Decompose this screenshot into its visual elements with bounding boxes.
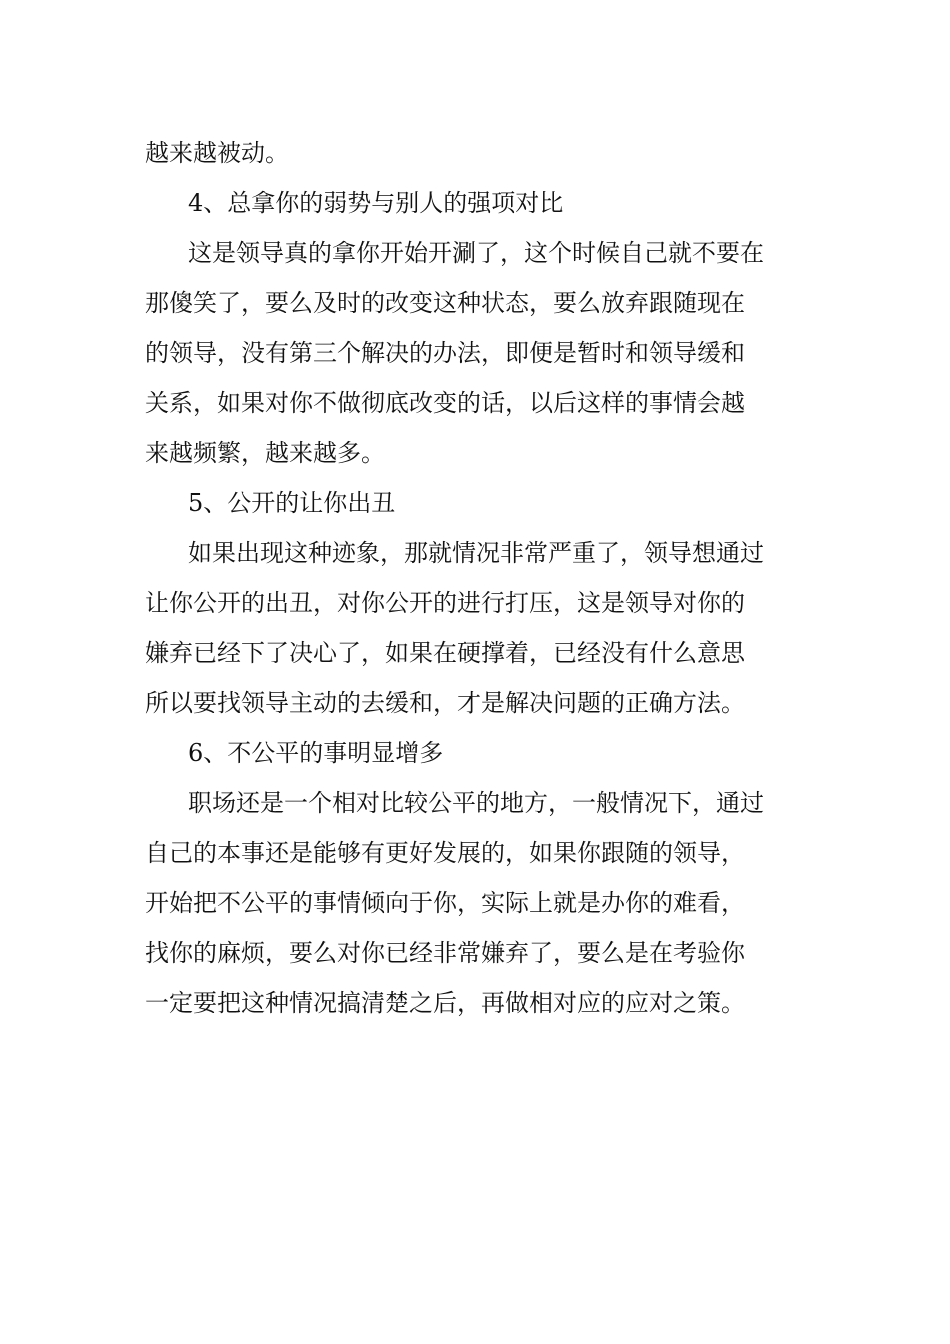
text-line: 职场还是一个相对比较公平的地方，一般情况下，通过	[188, 789, 764, 817]
text-line: 的领导，没有第三个解决的办法，即便是暂时和领导缓和	[145, 339, 745, 367]
text-line: 所以要找领导主动的去缓和，才是解决问题的正确方法。	[145, 689, 745, 717]
text-line: 来越频繁，越来越多。	[145, 439, 385, 467]
section-heading-4: 4、总拿你的弱势与别人的强项对比	[188, 189, 564, 217]
text-line: 自己的本事还是能够有更好发展的，如果你跟随的领导，	[145, 839, 745, 867]
section-heading-6: 6、不公平的事明显增多	[188, 739, 444, 767]
document-body	[145, 128, 815, 1028]
section-heading-5: 5、公开的让你出丑	[188, 489, 396, 517]
text-line: 嫌弃已经下了决心了，如果在硬撑着，已经没有什么意思	[145, 639, 745, 667]
text-line: 如果出现这种迹象，那就情况非常严重了，领导想通过	[188, 539, 764, 567]
text-line: 关系，如果对你不做彻底改变的话，以后这样的事情会越	[145, 389, 745, 417]
text-line: 一定要把这种情况搞清楚之后，再做相对应的应对之策。	[145, 989, 745, 1017]
text-line: 这是领导真的拿你开始开涮了，这个时候自己就不要在	[188, 239, 764, 267]
text-line: 开始把不公平的事情倾向于你，实际上就是办你的难看，	[145, 889, 745, 917]
text-line: 那傻笑了，要么及时的改变这种状态，要么放弃跟随现在	[145, 289, 745, 317]
text-line: 找你的麻烦，要么对你已经非常嫌弃了，要么是在考验你	[145, 939, 745, 967]
text-line: 让你公开的出丑，对你公开的进行打压，这是领导对你的	[145, 589, 745, 617]
text-line: 越来越被动。	[145, 139, 289, 167]
